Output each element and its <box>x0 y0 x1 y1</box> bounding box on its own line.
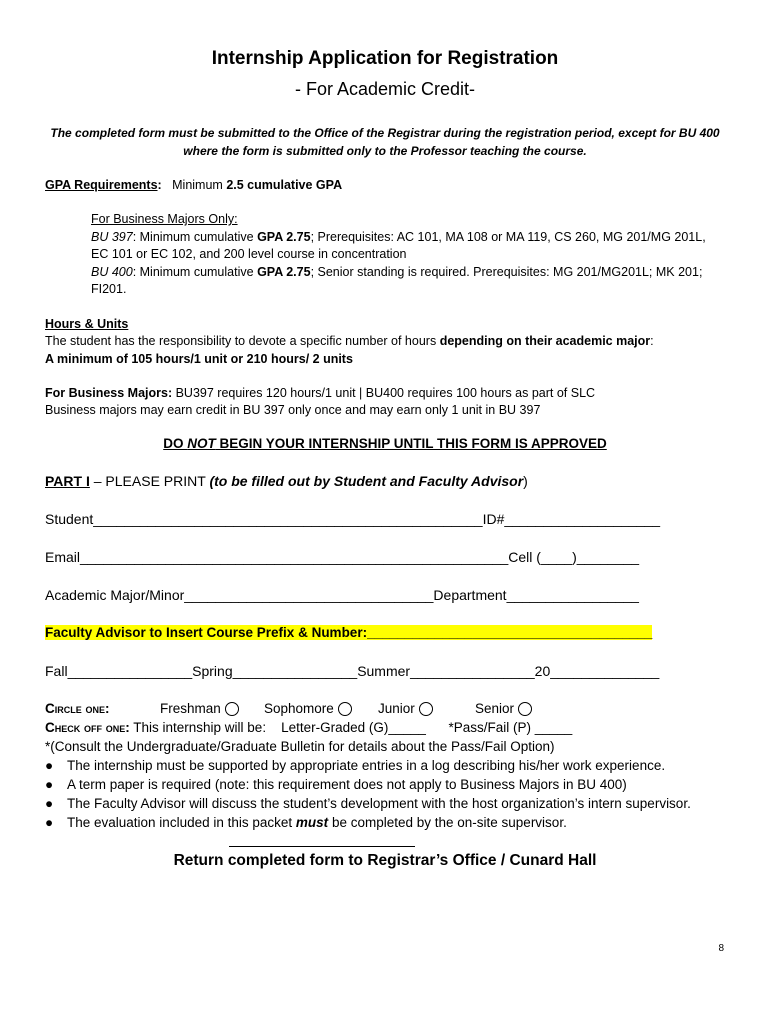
option-sophomore[interactable] <box>264 700 378 718</box>
option-senior[interactable] <box>475 701 532 716</box>
department-field[interactable]: _________________ <box>506 587 639 603</box>
summer-field[interactable]: ________________ <box>410 663 535 679</box>
major-field[interactable]: ________________________________ <box>184 587 434 603</box>
bullet-icon: ● <box>45 796 54 811</box>
bu400-requirements <box>91 263 702 281</box>
business-hours <box>45 384 595 402</box>
bu400-course: BU 400 <box>91 265 133 279</box>
return-instructions: Return completed form to Registrar’s Office / Cunard Hall <box>173 852 597 869</box>
bu397-rest: ; Prerequisites: AC 101, MA 108 or MA 119, CS 260, MG 201/MG 201L, <box>310 230 706 244</box>
page-number: 8 <box>718 943 724 954</box>
student-row <box>45 510 660 528</box>
gpa-min-text: Minimum <box>172 178 223 192</box>
sophomore-label: Sophomore <box>264 701 334 716</box>
circle-one-label: Circle one: <box>45 701 110 716</box>
list-item <box>45 814 567 832</box>
bu400-line-2: FI201. <box>91 282 127 296</box>
list-item <box>45 776 627 794</box>
intro-line-2: where the form is submitted only to the Professor teaching the course. <box>183 144 587 158</box>
letter-graded-label: Letter-Graded (G) <box>281 720 389 735</box>
divider <box>229 846 415 847</box>
bu397-line-2: EC 101 or EC 102, and 200 level course in concentration <box>91 247 407 261</box>
warning-pre: DO <box>163 436 188 451</box>
bullet-text: The Faculty Advisor will discuss the student’s development with the host organization’s intern supervisor. <box>67 796 691 811</box>
option-junior[interactable] <box>378 700 475 718</box>
list-item <box>45 757 665 775</box>
bu400-rest: ; Senior standing is required. Prerequisites: MG 201/MG201L; MK 201; <box>310 265 703 279</box>
bullet-icon: ● <box>45 777 54 792</box>
gpa-label: GPA Requirements <box>45 178 158 192</box>
major-row <box>45 586 639 604</box>
business-hours-text: BU397 requires 120 hours/1 unit | BU400 requires 100 hours as part of SLC <box>172 386 596 400</box>
gpa-requirements <box>45 176 342 194</box>
business-hours-label: For Business Majors: <box>45 386 173 400</box>
pass-fail-label: *Pass/Fail (P) <box>448 720 531 735</box>
part-one-label: PART I <box>45 473 90 489</box>
warning-post: BEGIN YOUR INTERNSHIP UNTIL THIS FORM IS APPROVED <box>215 436 607 451</box>
intro-line-1: The completed form must be submitted to the Office of the Registrar during the registration period, except for BU 400 <box>50 126 720 140</box>
hours-line-1-bold: depending on their academic major <box>439 334 651 348</box>
id-field[interactable]: ____________________ <box>504 511 661 527</box>
senior-radio[interactable] <box>518 702 532 716</box>
year-field[interactable]: ______________ <box>550 663 660 679</box>
grading-row <box>45 719 572 737</box>
bu397-requirements <box>91 228 706 246</box>
bullet-text: The evaluation included in this packet <box>67 815 293 830</box>
hours-line-1-post: : <box>650 334 654 348</box>
check-off-label: Check off one: <box>45 720 130 735</box>
pass-fail-checkbox[interactable]: _____ <box>534 720 573 735</box>
hours-line-1 <box>45 332 654 350</box>
hours-heading: Hours & Units <box>45 317 129 331</box>
option-freshman[interactable] <box>160 700 264 718</box>
letter-graded-checkbox[interactable]: _____ <box>388 720 426 735</box>
hours-line-1-pre: The student has the responsibility to devote a specific number of hours <box>45 334 437 348</box>
bu397-gpa: GPA 2.75 <box>257 230 311 244</box>
bu400-gpa: GPA 2.75 <box>257 265 311 279</box>
class-standing-row <box>45 700 532 718</box>
year-label: 20 <box>534 663 551 679</box>
fall-label: Fall <box>45 663 68 679</box>
student-label: Student <box>45 511 94 527</box>
bullet-emphasis: must <box>295 815 329 830</box>
part-one-close: ) <box>523 473 528 489</box>
business-hours-line-2: Business majors may earn credit in BU 397 only once and may earn only 1 unit in BU 397 <box>45 403 541 417</box>
sophomore-radio[interactable] <box>338 702 352 716</box>
hours-minimum: A minimum of 105 hours/1 unit or 210 hours/ 2 units <box>45 352 353 366</box>
business-majors-heading: For Business Majors Only: <box>91 212 238 226</box>
fall-field[interactable]: ________________ <box>67 663 193 679</box>
senior-label: Senior <box>475 701 515 716</box>
email-label: Email <box>45 549 81 565</box>
approval-warning <box>0 435 770 453</box>
bullet-text: A term paper is required (note: this requirement does not apply to Business Majors in BU 400) <box>67 777 627 792</box>
part-one-note: (to be filled out by Student and Faculty Advisor <box>209 473 524 489</box>
major-label: Academic Major/Minor <box>45 587 185 603</box>
summer-label: Summer <box>357 663 411 679</box>
advisor-label: Faculty Advisor to Insert Course Prefix & Number: <box>45 625 368 640</box>
gpa-min-value: 2.5 cumulative GPA <box>226 178 343 192</box>
bu400-pre: : Minimum cumulative <box>132 265 254 279</box>
part-one-dash: – PLEASE PRINT <box>89 473 210 489</box>
email-field[interactable]: _______________________________________________________ <box>80 549 509 565</box>
bu397-pre: : Minimum cumulative <box>132 230 254 244</box>
bullet-text: The internship must be supported by appropriate entries in a log describing his/her work experience. <box>67 758 666 773</box>
advisor-row <box>45 624 652 642</box>
part-one-heading <box>45 472 528 490</box>
email-row <box>45 548 639 566</box>
id-label: ID# <box>482 511 505 527</box>
gpa-colon: : <box>157 178 162 192</box>
cell-number-field[interactable]: ________ <box>576 549 640 565</box>
course-prefix-field[interactable]: ______________________________________ <box>367 625 653 640</box>
spring-field[interactable]: ________________ <box>232 663 358 679</box>
department-label: Department <box>433 587 507 603</box>
consult-note: *(Consult the Undergraduate/Graduate Bulletin for details about the Pass/Fail Option) <box>45 739 555 754</box>
cell-area-field[interactable]: ____ <box>540 549 573 565</box>
term-row <box>45 662 659 680</box>
student-field[interactable]: __________________________________________________ <box>93 511 483 527</box>
bullet-icon: ● <box>45 758 54 773</box>
spring-label: Spring <box>192 663 233 679</box>
cell-label: Cell ( <box>508 549 541 565</box>
bu397-course: BU 397 <box>91 230 133 244</box>
freshman-radio[interactable] <box>225 702 239 716</box>
junior-radio[interactable] <box>419 702 433 716</box>
cell-close: ) <box>572 549 577 565</box>
bullet-icon: ● <box>45 815 54 830</box>
bullet-text-end: be completed by the on-site supervisor. <box>328 815 567 830</box>
freshman-label: Freshman <box>160 701 221 716</box>
form-title: Internship Application for Registration <box>211 48 559 69</box>
junior-label: Junior <box>378 701 415 716</box>
grading-text: This internship will be: <box>133 720 267 735</box>
list-item <box>45 795 691 813</box>
form-subtitle: - For Academic Credit- <box>294 79 476 99</box>
warning-not: NOT <box>187 436 216 451</box>
